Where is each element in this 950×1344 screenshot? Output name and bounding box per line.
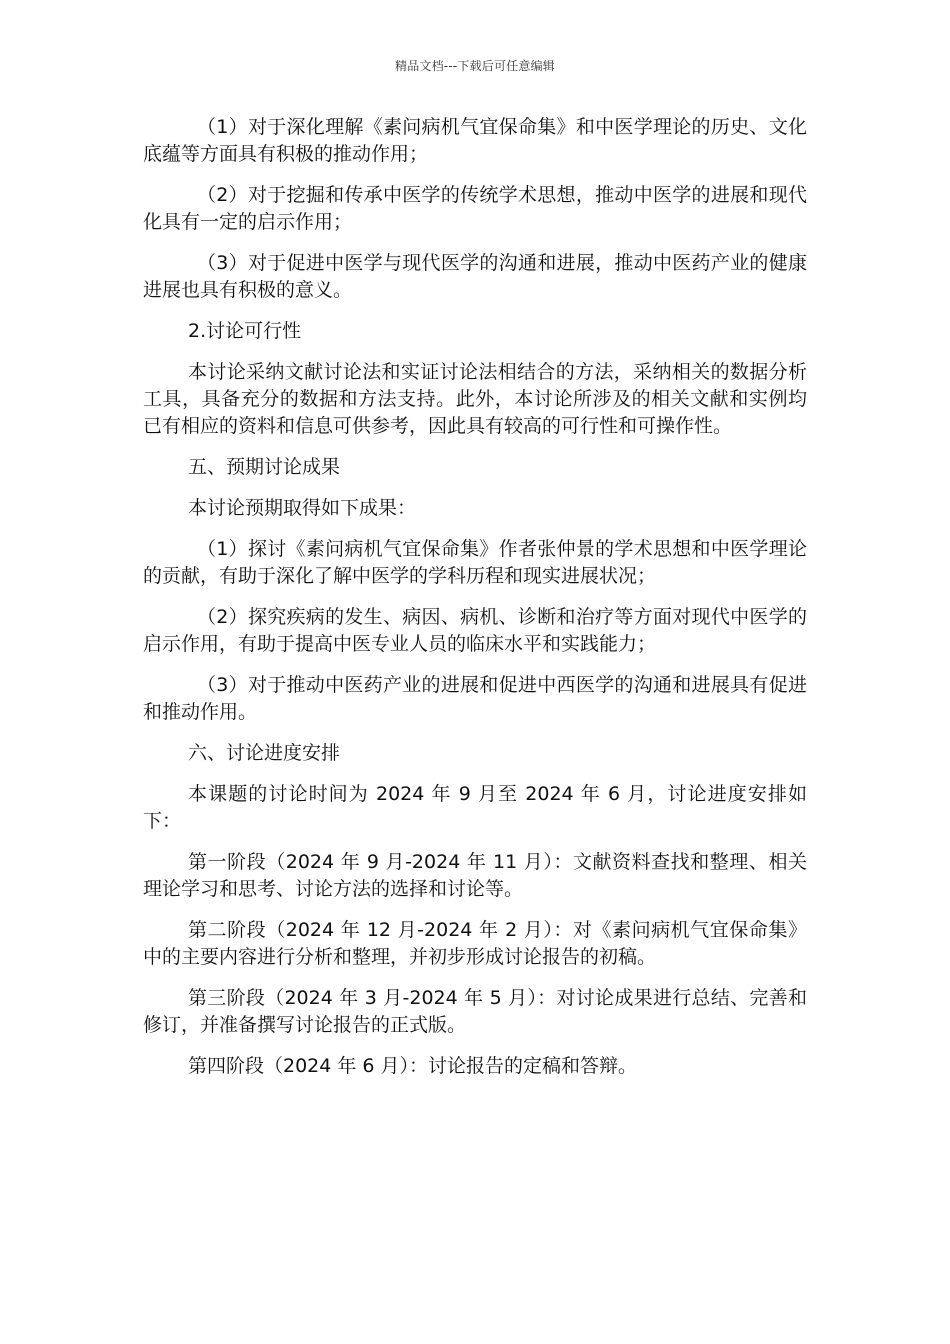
- feasibility-heading: 2.讨论可行性: [188, 320, 302, 342]
- expected-results-heading: 五、预期讨论成果: [188, 456, 341, 478]
- schedule-stage-2: 第二阶段（2024 年 12 月-2024 年 2 月）：对《素问病机气宜保命集》中的主要内容进行分析和整理，并初步形成讨论报告的初稿。: [143, 919, 807, 968]
- expected-result-item-2: （2）探究疾病的发生、病因、病机、诊断和治疗等方面对现代中医学的启示作用，有助于提高中医专业人员的临床水平和实践能力；: [143, 606, 807, 655]
- schedule-stage-3: 第三阶段（2024 年 3 月-2024 年 5 月）：对讨论成果进行总结、完善和修订，并准备撰写讨论报告的正式版。: [143, 987, 807, 1036]
- page-header: 精品文档---下载后可任意编辑: [395, 59, 555, 73]
- document-body: [143, 114, 807, 1094]
- significance-item-2: （2）对于挖掘和传承中医学的传统学术思想，推动中医学的进展和现代化具有一定的启示作用；: [143, 184, 807, 233]
- significance-item-3: （3）对于促进中医学与现代医学的沟通和进展，推动中医药产业的健康进展也具有积极的意义。: [143, 252, 807, 301]
- schedule-heading: 六、讨论进度安排: [188, 742, 341, 764]
- significance-item-1: （1）对于深化理解《素问病机气宜保命集》和中医学理论的历史、文化底蕴等方面具有积极的推动作用；: [143, 116, 807, 165]
- expected-results-intro: 本讨论预期取得如下成果：: [188, 497, 417, 519]
- schedule-stage-4: 第四阶段（2024 年 6 月）：讨论报告的定稿和答辩。: [188, 1055, 638, 1077]
- expected-result-item-3: （3）对于推动中医药产业的进展和促进中西医学的沟通和进展具有促进和推动作用。: [143, 674, 807, 723]
- schedule-stage-1: 第一阶段（2024 年 9 月-2024 年 11 月）：文献资料查找和整理、相关理论学习和思考、讨论方法的选择和讨论等。: [143, 851, 807, 900]
- expected-result-item-1: （1）探讨《素问病机气宜保命集》作者张仲景的学术思想和中医学理论的贡献，有助于深化了解中医学的学科历程和现实进展状况；: [143, 538, 807, 587]
- feasibility-paragraph: 本讨论采纳文献讨论法和实证讨论法相结合的方法，采纳相关的数据分析工具，具备充分的数据和方法支持。此外，本讨论所涉及的相关文献和实例均已有相应的资料和信息可供参考，因此具有较高的可行性和可操作性。: [143, 361, 807, 437]
- schedule-intro: 本课题的讨论时间为 2024 年 9 月至 2024 年 6 月，讨论进度安排如下：: [143, 783, 807, 832]
